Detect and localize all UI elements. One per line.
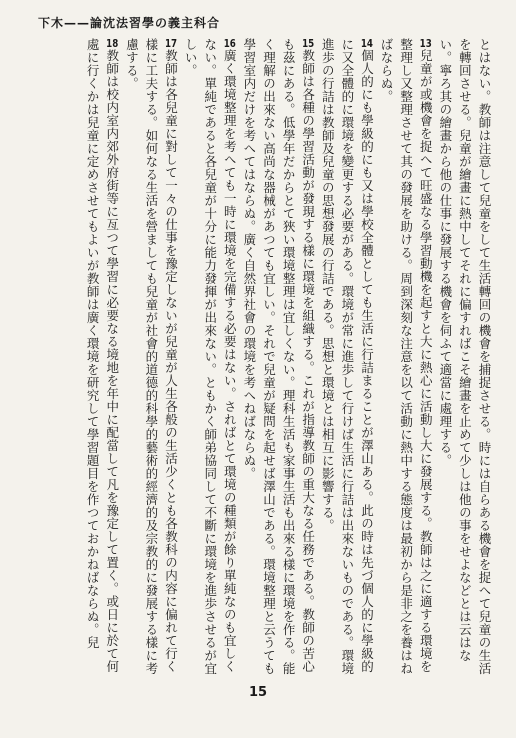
paragraph-text: 兒童が或機會を捉へて旺盛なる學習動機を起すと大に熱心に活動し大に發展する。教師は之に適する環境を整理し又整理させて其の發展を助ける。周到深刻な注意を以て活動に熱中する態度は最初から是非之を養はねばならぬ。 xyxy=(379,38,434,675)
running-header: 下木——論沈法習學の義主科合 xyxy=(38,16,221,30)
paragraph-18 xyxy=(83,38,122,678)
paragraph-number: 17 xyxy=(164,38,178,49)
paragraph-number: 14 xyxy=(360,38,373,49)
paragraph-17 xyxy=(122,38,181,678)
paragraph-text: 教師は校内室内郊外府街等に亙つて學習に必要なる境地を年中に配當して凡を豫定して置く。或日に於て何處に行くかは兒童に定めさせてもよいが教師は廣く環境を研究して學習題目を作つておかねばならぬ。兒 xyxy=(85,38,120,673)
paragraph-14 xyxy=(318,38,377,678)
paragraph-16 xyxy=(181,38,240,678)
body-text xyxy=(24,38,494,678)
paragraph-text: 教師は各種の學習活動が發現する樣に環境を組織する。これが指導教師の重大なる任務である。教師の苦心も茲にある。低學年だからとて狹い環境整理は宜しくない。理科生活も家事生活も出來る樣に環境を作る。能く理解の出來ない高尚な器械があつても宜しい。それで兒童が疑問を起せば澤山である。環境整理と云うても學習室内だけを考へてはならぬ。廣く自然界社會の環境を考へねばならぬ。 xyxy=(241,38,316,675)
paragraph-15 xyxy=(239,38,317,678)
paragraph-number: 13 xyxy=(419,38,432,49)
paragraph-continued xyxy=(435,38,494,678)
paragraph-13 xyxy=(376,38,435,678)
paragraph-number: 18 xyxy=(106,38,119,49)
paragraph-number: 16 xyxy=(223,38,236,49)
paragraph-text: 個人的にも學級的にも又は學校全體としても生活に行詰まることが澤山ある。此の時は先づ個人的に學級的に又全體的に環境を變更する必要がある。環境が常に進歩して行けば生活に行詰は出來ないものである。環境進歩の行詰は教師及兒童の思想發展の行詰である。思想と環境とは相互に影響する。 xyxy=(320,38,375,675)
paragraph-number: 15 xyxy=(302,38,315,49)
paragraph-text: とはない。教師は注意して兒童をして生活轉回の機會を捕捉させる。時には自らある機會を捉へて兒童の生活を轉回させる。兒童が繪畫に熱中してそれに偏すればこそ繪畫を止めて少しは他の事をせよなどとは云はない。寧ろ其の繪畫から他の仕事に發展する機會を伺ふて適當に處理する。 xyxy=(437,38,492,675)
paragraph-text: 廣く環境整理を考へても一時に環境を完備する必要はない。さればとて環境の種類が餘り單純なのも宜しくない。單純であると各兒童が十分に能力發揮が出來ない。ともかく師弟協同して不斷に環境を進歩させるが宜しい。 xyxy=(183,38,238,675)
paragraph-text: 教師は各兒童に對して一々の仕事を豫定しないが兒童が人生各般の生活少くとも各教科の内容に偏れて行く樣に工夫する。如何なる生活を營ましても兒童が社會的道德的科學的藝術的經濟的及宗教的に發展する樣に考慮する。 xyxy=(124,38,179,675)
page-number: 15 xyxy=(248,685,268,700)
